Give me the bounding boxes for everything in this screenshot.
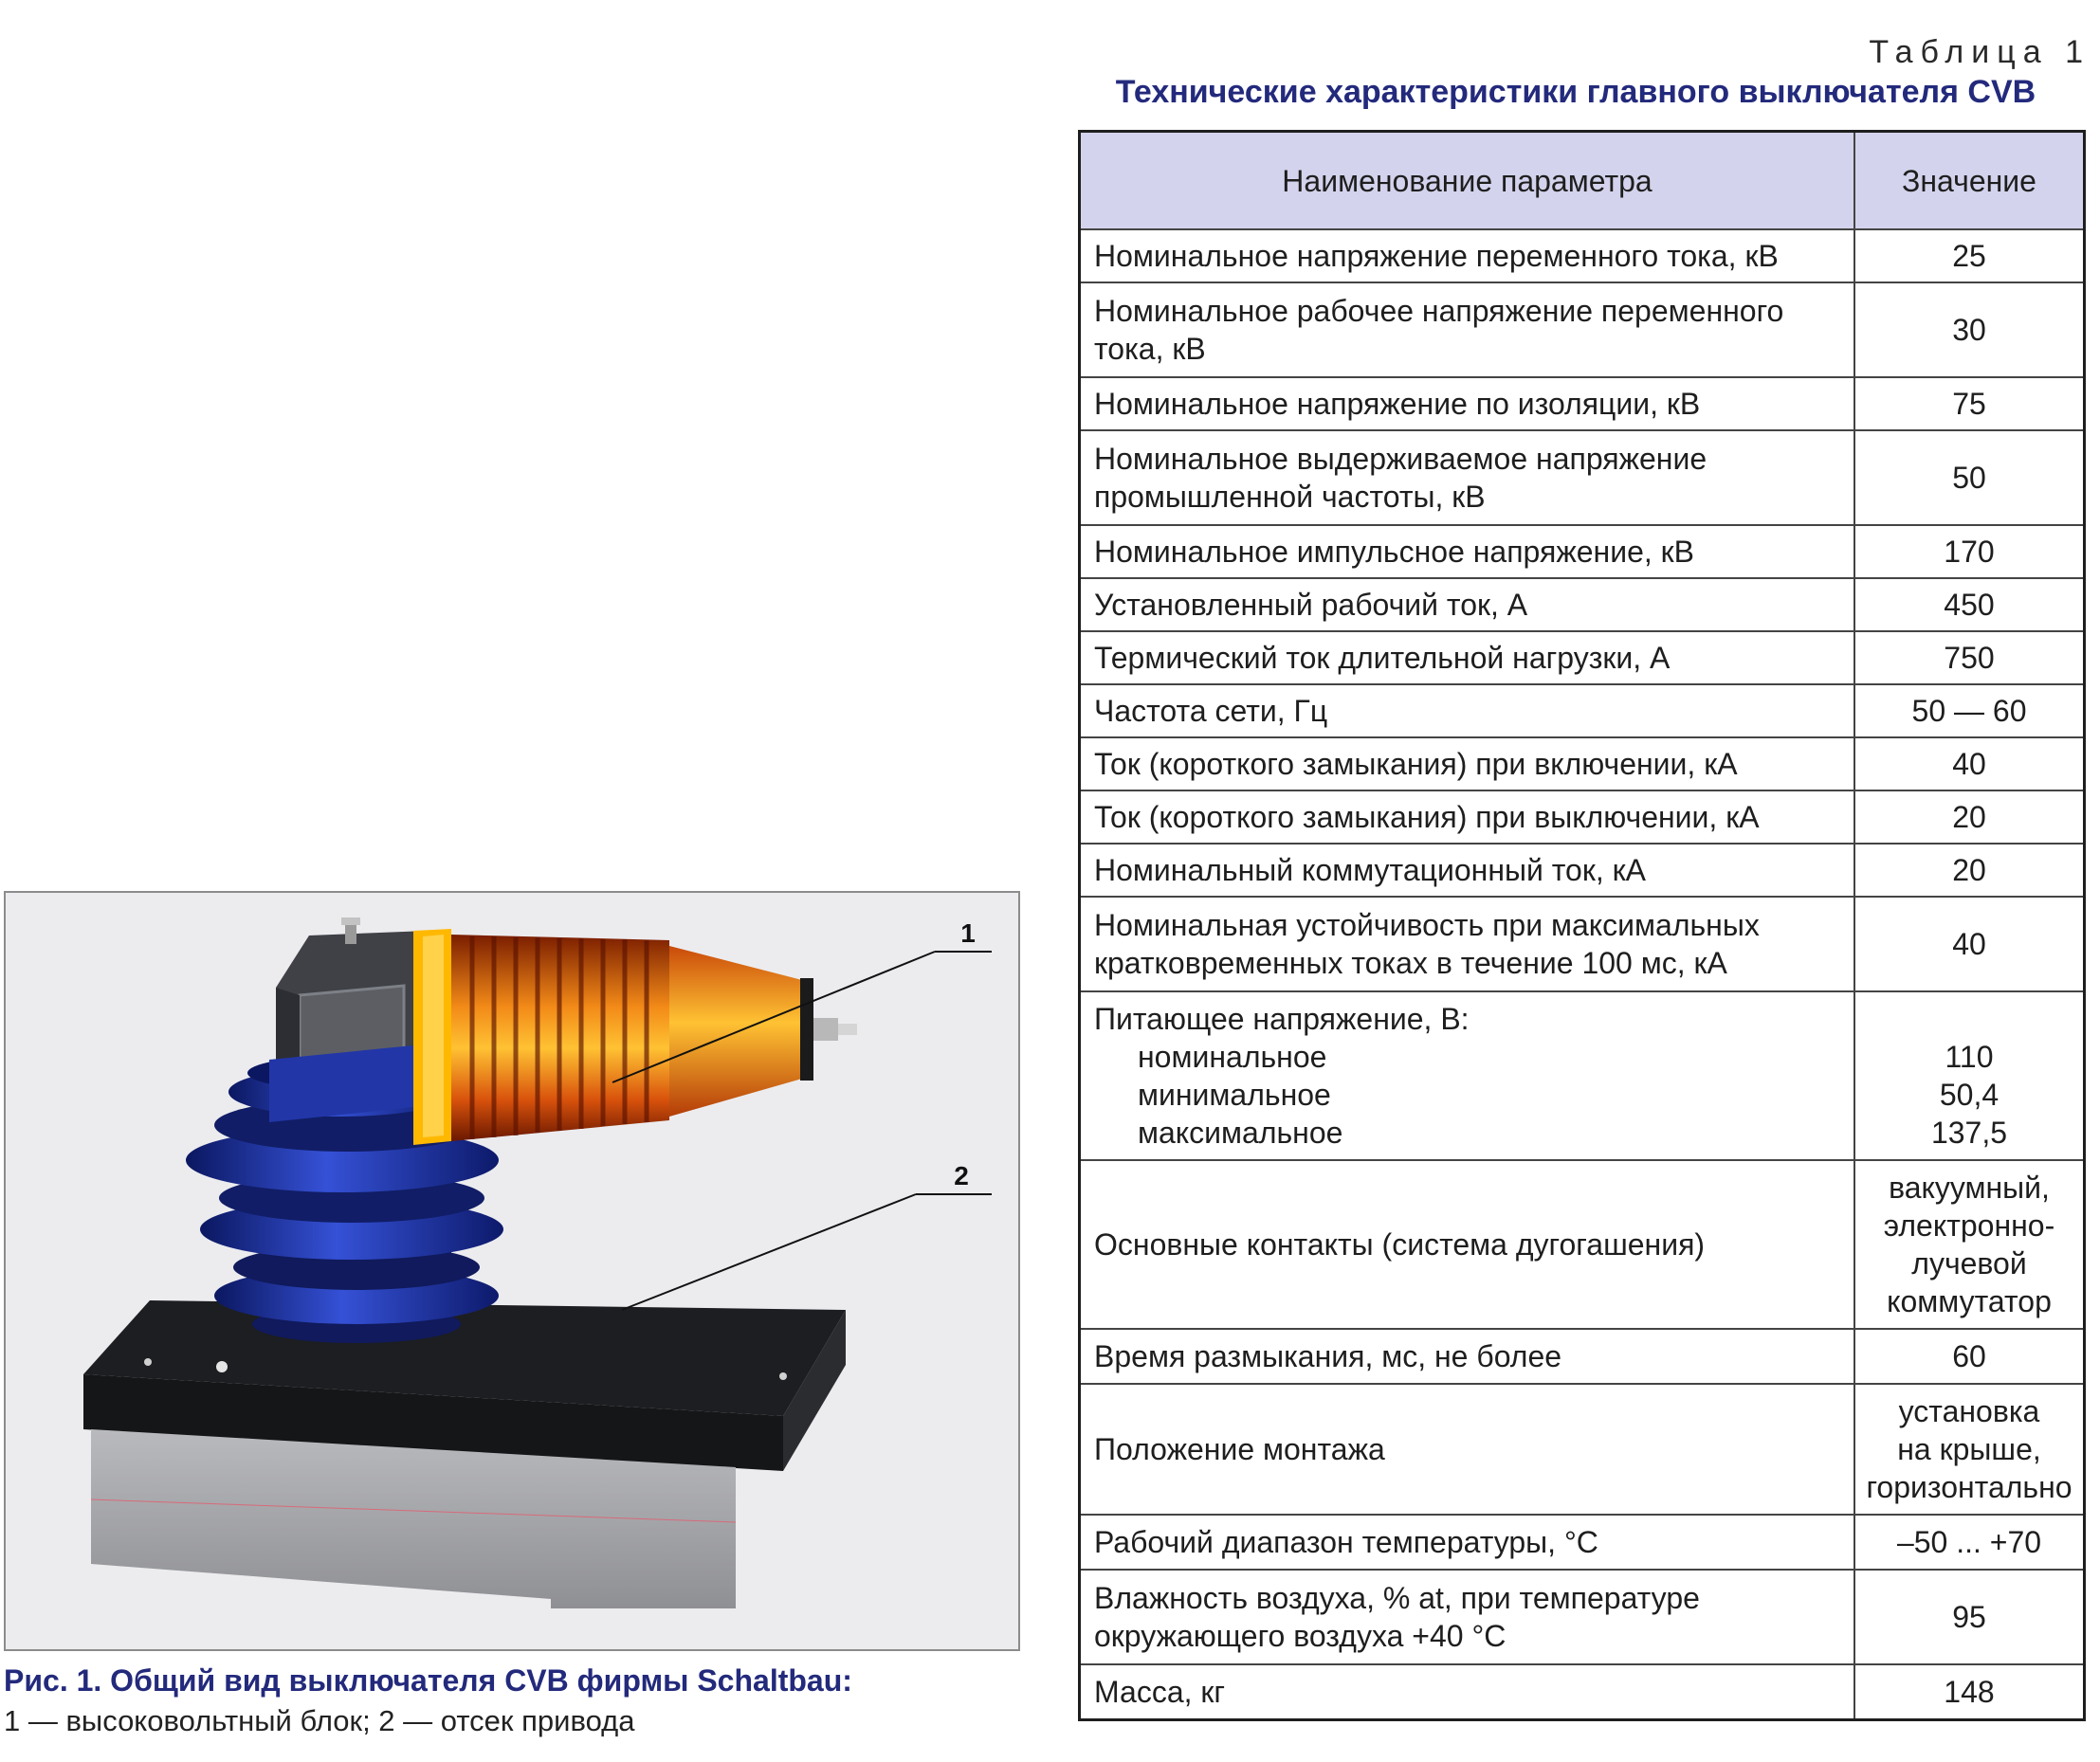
value-line: электронно- [1883,1208,2055,1243]
param-cell [1080,991,1855,1160]
param-cell: Ток (короткого замыкания) при включении, кА [1080,737,1855,790]
value-cell: 50 [1854,430,2085,525]
value-cell: 750 [1854,631,2085,684]
param-cell: Влажность воздуха, % at, при температуре окружающего воздуха +40 °С [1080,1570,1855,1664]
value-line: лучевой [1911,1246,2027,1281]
figure-caption-text: 1 — высоковольтный блок; 2 — отсек привода [4,1704,635,1737]
callout-1: 1 [960,918,976,948]
value-line: установка [1898,1394,2040,1428]
param-cell: Масса, кг [1080,1664,1855,1719]
param-cell: Ток (короткого замыкания) при выключении, кА [1080,790,1855,844]
spec-table-body [1080,229,2085,1719]
value-cell: 25 [1854,229,2085,282]
supply-item-value: 137,5 [1930,1116,2008,1150]
value-cell [1854,1384,2085,1515]
value-cell: 20 [1854,790,2085,844]
param-cell: Номинальный коммутационный ток, кА [1080,844,1855,897]
table-row [1080,684,2085,737]
supply-spacer [1861,1000,2077,1038]
table-row [1080,525,2085,578]
table-row [1080,377,2085,430]
value-line: 148 [1944,1674,1995,1709]
table-row [1080,737,2085,790]
table-row [1080,1515,2085,1570]
table-header-row [1080,132,2085,230]
drive-compartment [83,1300,846,1608]
param-cell: Номинальная устойчивость при максимальных кратковременных токах в течение 100 мс, кА [1080,897,1855,991]
value-cell [1854,1329,2085,1384]
supply-item-value: 50,4 [1939,1078,2000,1112]
value-cell [1854,1570,2085,1664]
param-cell: Номинальное импульсное напряжение, кВ [1080,525,1855,578]
value-cell: 170 [1854,525,2085,578]
value-line: –50 ... +70 [1896,1525,2042,1559]
value-cell [1854,1664,2085,1719]
value-line: 95 [1952,1600,1986,1634]
param-cell: Установленный рабочий ток, А [1080,578,1855,631]
value-cell: 450 [1854,578,2085,631]
param-cell: Положение монтажа [1080,1384,1855,1515]
table-row [1080,897,2085,991]
value-cell: 75 [1854,377,2085,430]
header-parameter: Наименование параметра [1080,132,1855,230]
header-value: Значение [1854,132,2085,230]
table-row [1080,1384,2085,1515]
param-cell: Основные контакты (система дугогашения) [1080,1160,1855,1329]
table-number: Таблица 1 [1869,34,2091,70]
value-line: вакуумный, [1889,1171,2050,1205]
supply-item-value: 110 [1945,1040,1994,1074]
value-cell: 40 [1854,737,2085,790]
table-title: Технические характеристики главного выключателя CVB [1115,74,2036,110]
value-line: горизонтально [1866,1470,2073,1504]
value-cell: 20 [1854,844,2085,897]
value-cell: 40 [1854,897,2085,991]
table-row [1080,1329,2085,1384]
value-cell [1854,1160,2085,1329]
param-cell: Время размыкания, мс, не более [1080,1329,1855,1384]
high-voltage-unit [269,917,857,1145]
table-row [1080,1160,2085,1329]
table-row [1080,1570,2085,1664]
value-cell [1854,1515,2085,1570]
value-cell [1854,991,2085,1160]
param-cell: Номинальное выдерживаемое напряжение промышленной частоты, кВ [1080,430,1855,525]
supply-item-label: номинальное [1138,1040,1327,1074]
table-row [1080,790,2085,844]
supply-title: Питающее напряжение, В: [1094,1002,1470,1036]
figure-caption-title: Рис. 1. Общий вид выключателя CVB фирмы Schaltbau: [4,1663,852,1698]
value-line: на крыше, [1897,1432,2041,1466]
value-line: 60 [1952,1339,1986,1373]
table-row-supply [1080,991,2085,1160]
table-row [1080,229,2085,282]
table-row [1080,578,2085,631]
param-cell: Номинальное рабочее напряжение переменного тока, кВ [1080,282,1855,377]
param-cell: Рабочий диапазон температуры, °С [1080,1515,1855,1570]
breaker-illustration [6,893,1018,1649]
table-row [1080,430,2085,525]
value-cell: 50 — 60 [1854,684,2085,737]
param-cell: Частота сети, Гц [1080,684,1855,737]
param-cell: Термический ток длительной нагрузки, А [1080,631,1855,684]
breaker-figure [4,891,1020,1651]
value-line: коммутатор [1887,1284,2052,1318]
supply-item-label: минимальное [1138,1078,1331,1112]
table-row [1080,1664,2085,1719]
param-cell: Номинальное напряжение переменного тока, кВ [1080,229,1855,282]
spec-table [1078,130,2086,1721]
supply-item-label: максимальное [1138,1116,1343,1150]
table-row [1080,631,2085,684]
table-row [1080,282,2085,377]
table-row [1080,844,2085,897]
callout-2: 2 [954,1161,969,1190]
param-cell: Номинальное напряжение по изоляции, кВ [1080,377,1855,430]
value-cell: 30 [1854,282,2085,377]
